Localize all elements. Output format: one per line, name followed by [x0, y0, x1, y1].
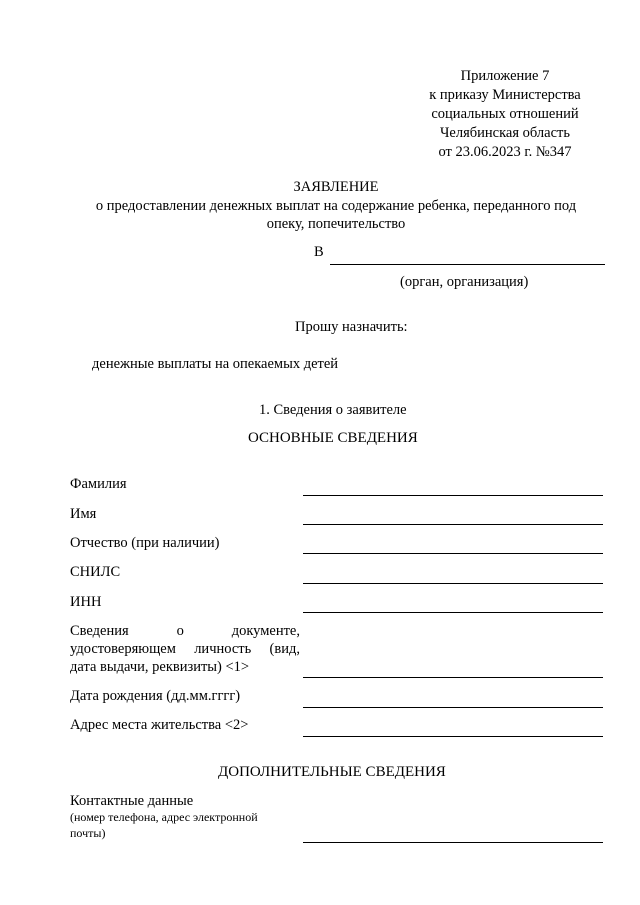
id-document-label: Сведения о документе, [70, 623, 300, 639]
addressee-caption: (орган, организация) [400, 274, 529, 290]
id-document-label: удостоверяющем личность (вид, [70, 641, 300, 657]
main-info-heading: ОСНОВНЫЕ СВЕДЕНИЯ [248, 430, 418, 446]
addressee-line[interactable] [330, 264, 605, 265]
birthdate-label: Дата рождения (дд.мм.гггг) [70, 688, 241, 704]
appendix-line: социальных отношений [431, 106, 579, 122]
inn-field[interactable] [303, 612, 603, 613]
name-label: Имя [70, 506, 97, 522]
surname-field[interactable] [303, 495, 603, 496]
additional-info-heading: ДОПОЛНИТЕЛЬНЫЕ СВЕДЕНИЯ [218, 764, 446, 780]
document-subtitle: опеку, попечительство [266, 216, 406, 232]
snils-label: СНИЛС [70, 564, 121, 580]
document-subtitle: о предоставлении денежных выплат на содержание ребенка, переданного под [95, 198, 577, 214]
appendix-block [400, 67, 610, 162]
appendix-line: Челябинская область [440, 125, 570, 141]
birthdate-field[interactable] [303, 707, 603, 708]
contacts-hint: (номер телефона, адрес электронной [70, 810, 258, 824]
surname-label: Фамилия [70, 476, 127, 492]
addressee-prefix: В [314, 244, 324, 260]
appendix-line: от 23.06.2023 г. №347 [438, 144, 572, 160]
address-field[interactable] [303, 736, 603, 737]
snils-field[interactable] [303, 583, 603, 584]
section-heading: 1. Сведения о заявителе [259, 402, 407, 418]
name-field[interactable] [303, 524, 603, 525]
patronymic-label: Отчество (при наличии) [70, 535, 220, 551]
address-label: Адрес места жительства <2> [70, 717, 249, 733]
contacts-hint: почты) [70, 826, 106, 840]
appendix-line: к приказу Министерства [429, 87, 581, 103]
request-item: денежные выплаты на опекаемых детей [92, 356, 339, 372]
id-document-label: дата выдачи, реквизиты) <1> [70, 659, 250, 675]
id-document-field[interactable] [303, 677, 603, 678]
contacts-label: Контактные данные [70, 793, 194, 809]
patronymic-field[interactable] [303, 553, 603, 554]
request-text: Прошу назначить: [295, 319, 408, 335]
contacts-field[interactable] [303, 842, 603, 843]
appendix-line: Приложение 7 [460, 68, 550, 84]
document-title: ЗАЯВЛЕНИЕ [293, 179, 379, 195]
inn-label: ИНН [70, 594, 102, 610]
